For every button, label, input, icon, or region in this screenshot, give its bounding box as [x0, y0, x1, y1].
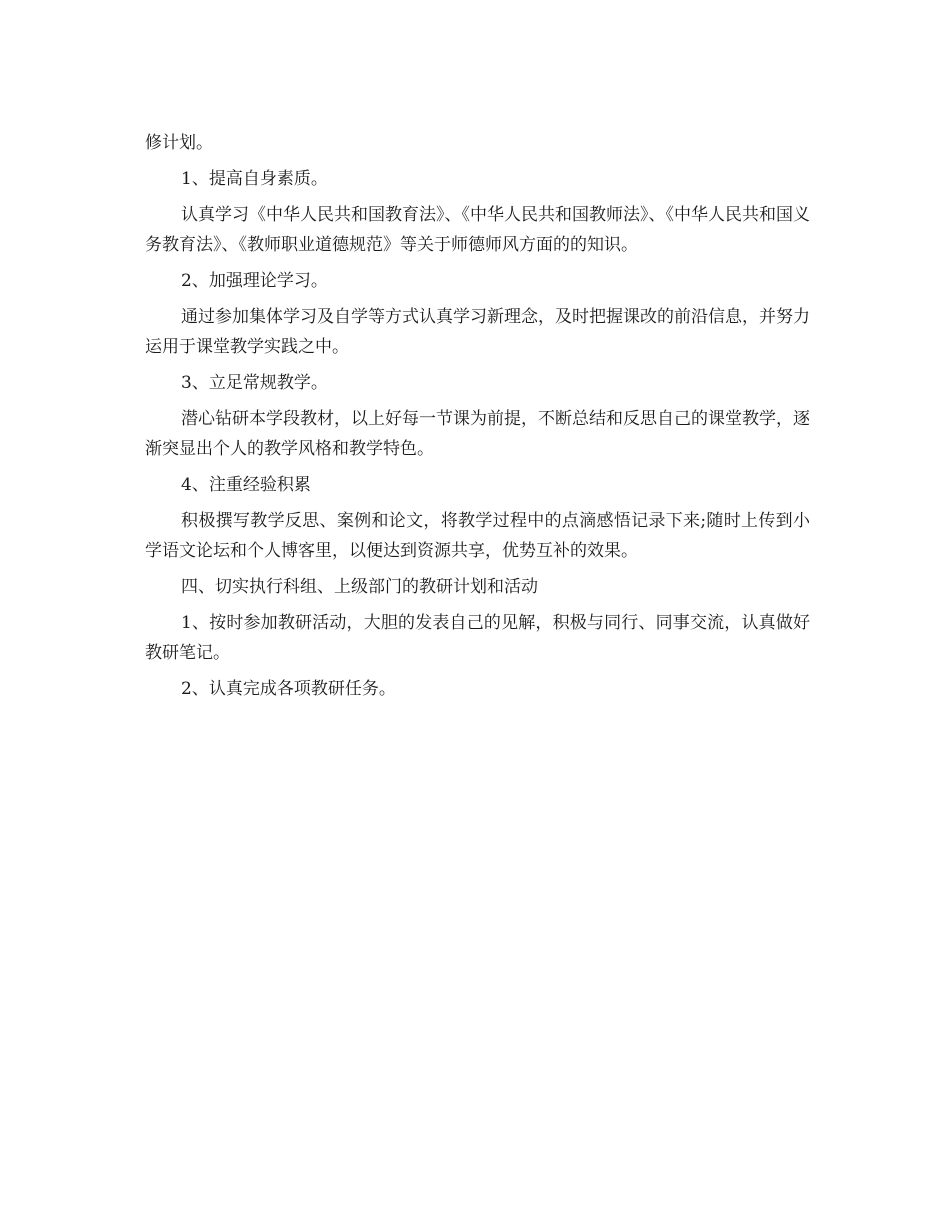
paragraph: 2、加强理论学习。 — [181, 271, 328, 291]
paragraph: 1、提高自身素质。 — [181, 169, 328, 189]
paragraph: 3、立足常规教学。 — [181, 373, 328, 393]
paragraph: 修计划。 — [145, 133, 213, 153]
paragraph: 通过参加集体学习及自学等方式认真学习新理念，及时把握课改的前沿信息，并努力运用于课堂教学实践之中。 — [145, 307, 810, 357]
paragraph: 潜心钻研本学段教材，以上好每一节课为前提，不断总结和反思自己的课堂教学，逐渐突显出个人的教学风格和教学特色。 — [145, 409, 810, 459]
paragraph: 积极撰写教学反思、案例和论文，将教学过程中的点滴感悟记录下来;随时上传到小学语文论坛和个人博客里，以便达到资源共享，优势互补的效果。 — [145, 511, 810, 561]
paragraph: 认真学习《中华人民共和国教育法》、《中华人民共和国教师法》、《中华人民共和国义务教育法》、《教师职业道德规范》等关于师德师风方面的的知识。 — [145, 205, 810, 255]
paragraph: 2、认真完成各项教研任务。 — [181, 679, 396, 699]
document-body — [145, 128, 810, 710]
paragraph: 1、按时参加教研活动，大胆的发表自己的见解，积极与同行、同事交流，认真做好教研笔记。 — [145, 613, 810, 663]
section-heading: 四、切实执行科组、上级部门的教研计划和活动 — [181, 577, 538, 597]
paragraph: 4、注重经验积累 — [181, 475, 311, 495]
